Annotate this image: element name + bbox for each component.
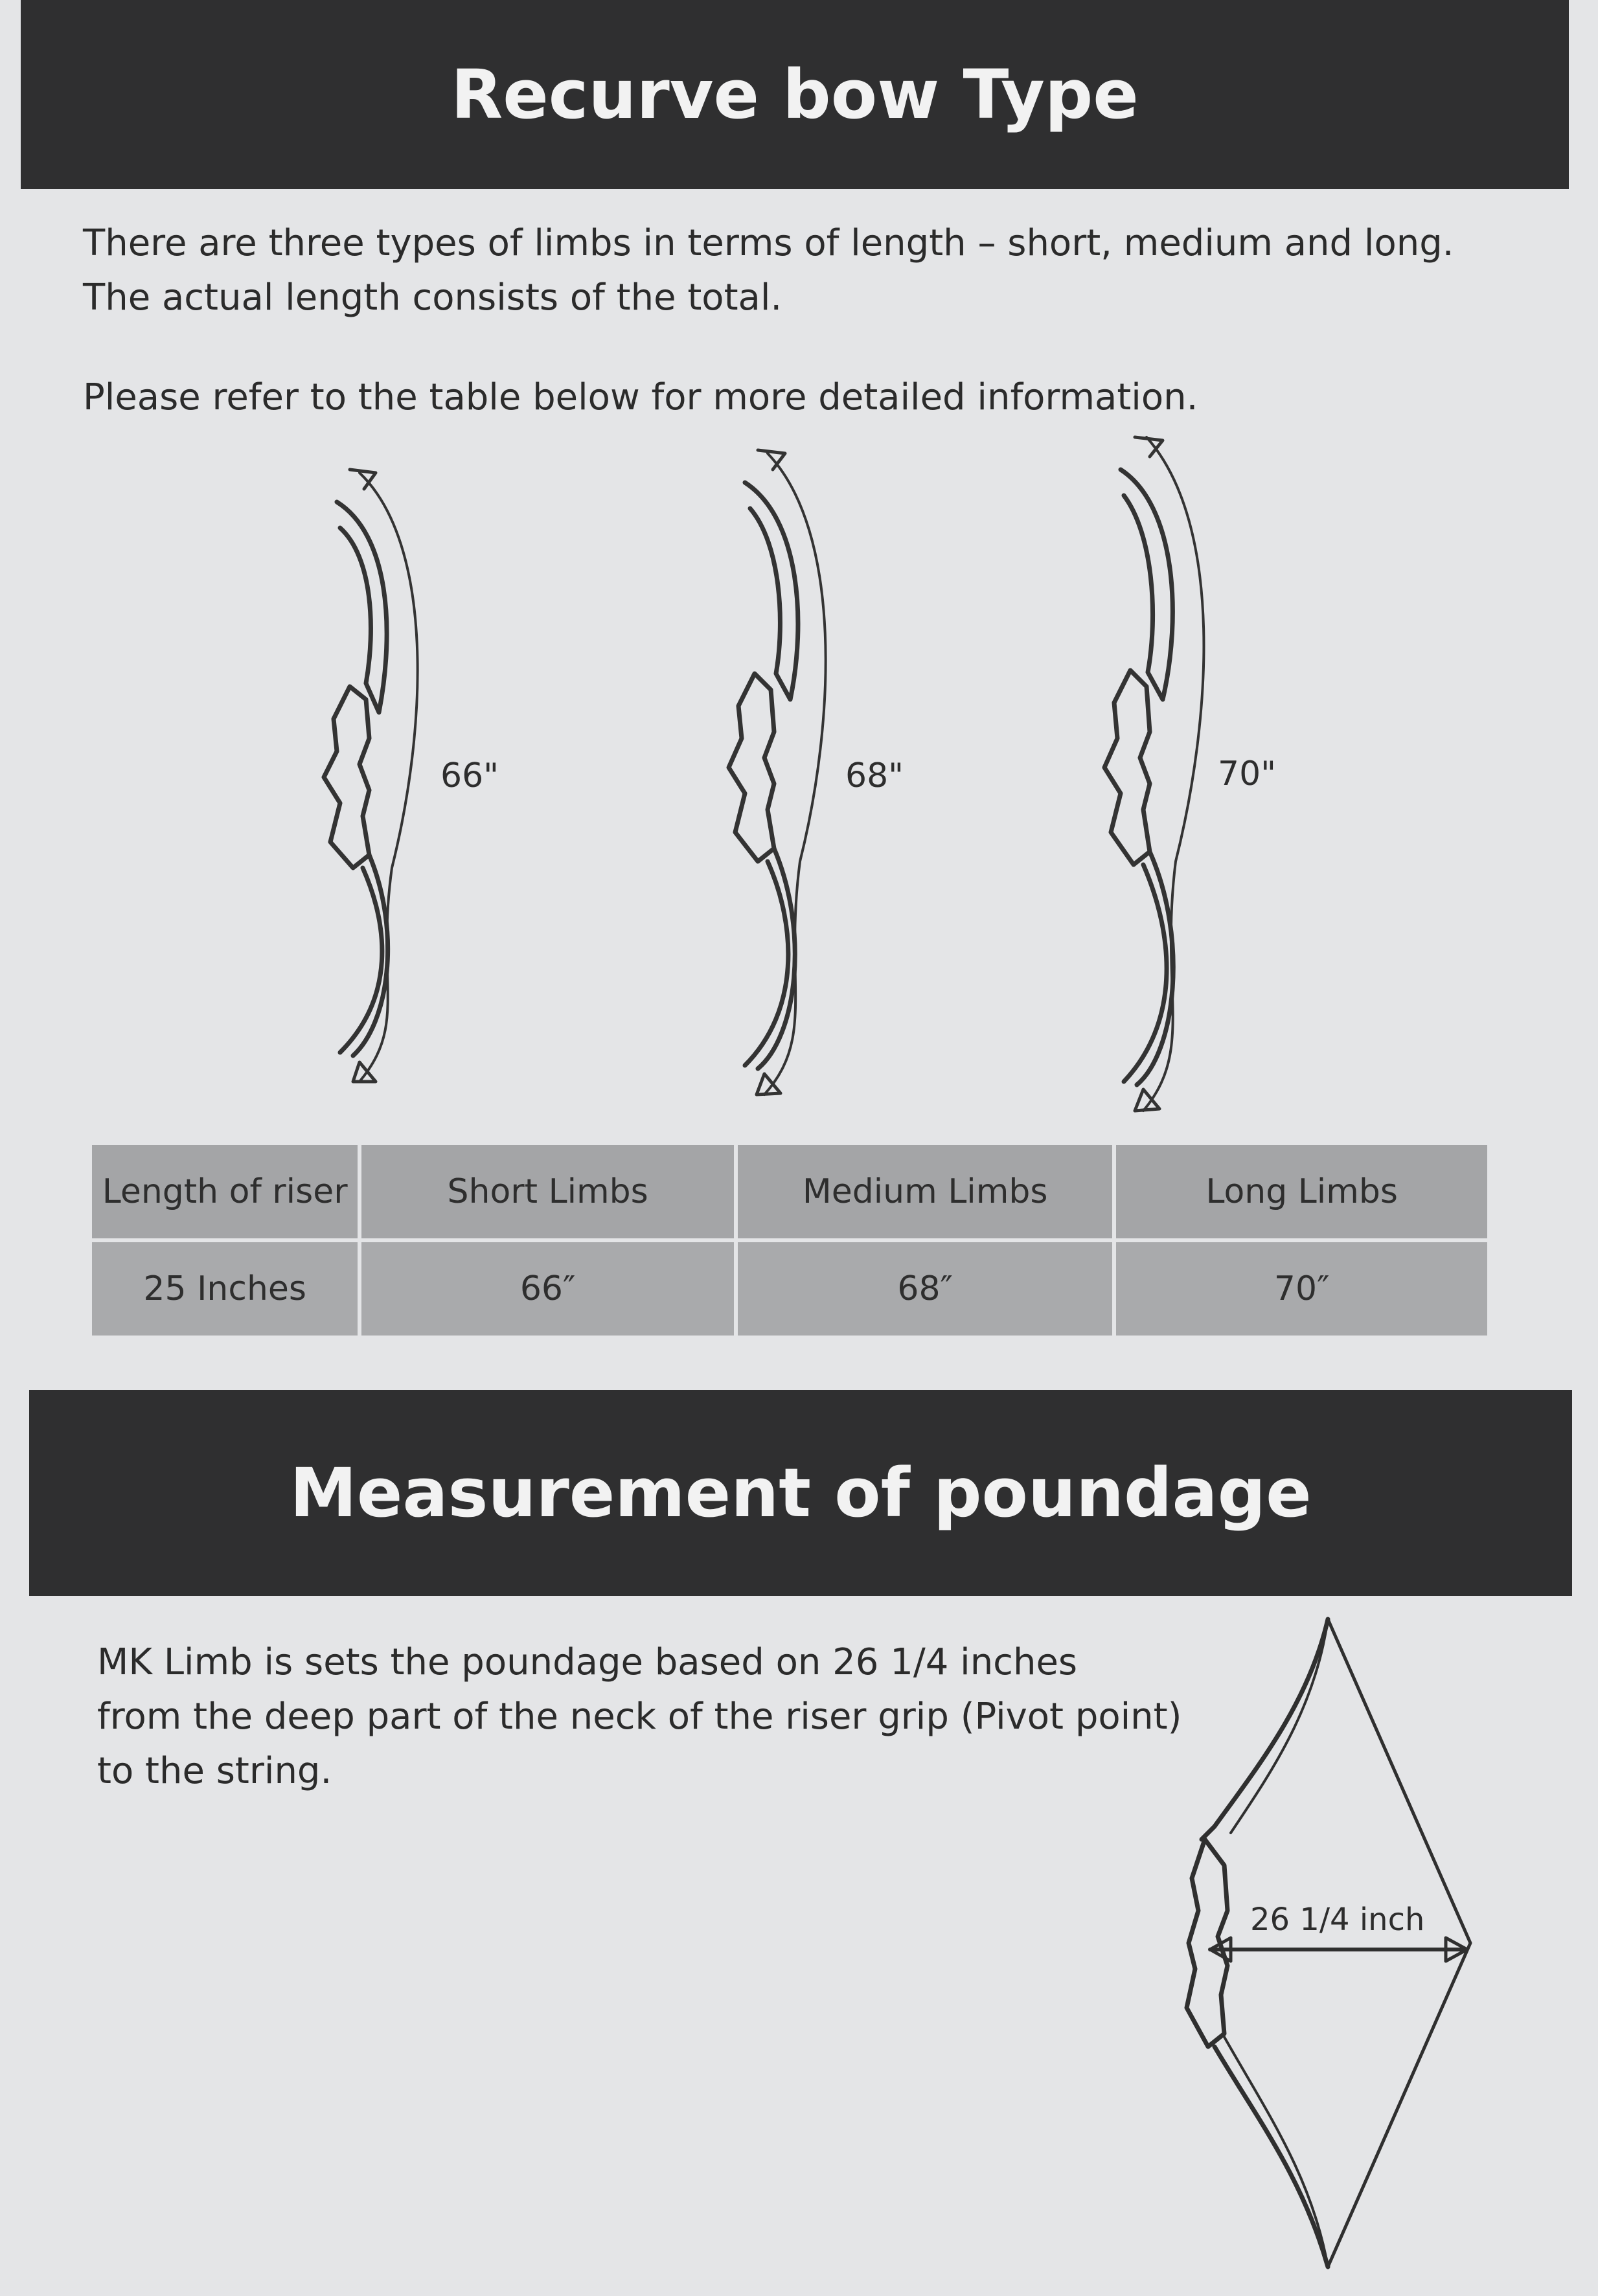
measurement-label: 26 1/4 inch [1250,1902,1425,1938]
table-header-cell: Long Limbs [1116,1145,1487,1238]
bow-label-66: 66" [440,756,499,795]
table-header-row [92,1145,1487,1238]
bow-66-icon [324,470,418,1082]
refer-text: Please refer to the table below for more detailed information. [83,376,1198,418]
table-header-cell: Short Limbs [361,1145,734,1238]
poundage-paragraph [97,1635,1181,1799]
poundage-line-3: to the string. [97,1750,332,1792]
bow-label-70: 70" [1218,755,1277,793]
drawn-bow-diagram [1153,1606,1516,2293]
bow-68-icon [729,450,826,1095]
table-header-cell: Length of riser [92,1145,358,1238]
intro-line-2: The actual length consists of the total. [83,277,782,319]
limb-length-table [88,1141,1491,1339]
table-header-cell: Medium Limbs [738,1145,1113,1238]
bow-70-icon [1104,437,1204,1111]
table-cell: 70″ [1116,1242,1487,1336]
table-cell: 66″ [361,1242,734,1336]
section-title-measurement-of-poundage: Measurement of poundage [29,1390,1572,1596]
intro-line-1: There are three types of limbs in terms of length – short, medium and long. [83,222,1454,264]
poundage-line-2: from the deep part of the neck of the riser grip (Pivot point) [97,1696,1182,1738]
bow-label-68: 68" [845,756,904,795]
drawn-bow-icon [1187,1619,1470,2267]
poundage-line-1: MK Limb is sets the poundage based on 26 1/4 inches [97,1641,1078,1683]
section-title-recurve-bow-type: Recurve bow Type [21,0,1569,189]
table-cell: 25 Inches [92,1242,358,1336]
table-row [92,1242,1487,1336]
intro-paragraph [83,216,1454,325]
recurve-bows-illustration [0,415,1598,1114]
table-cell: 68″ [738,1242,1113,1336]
